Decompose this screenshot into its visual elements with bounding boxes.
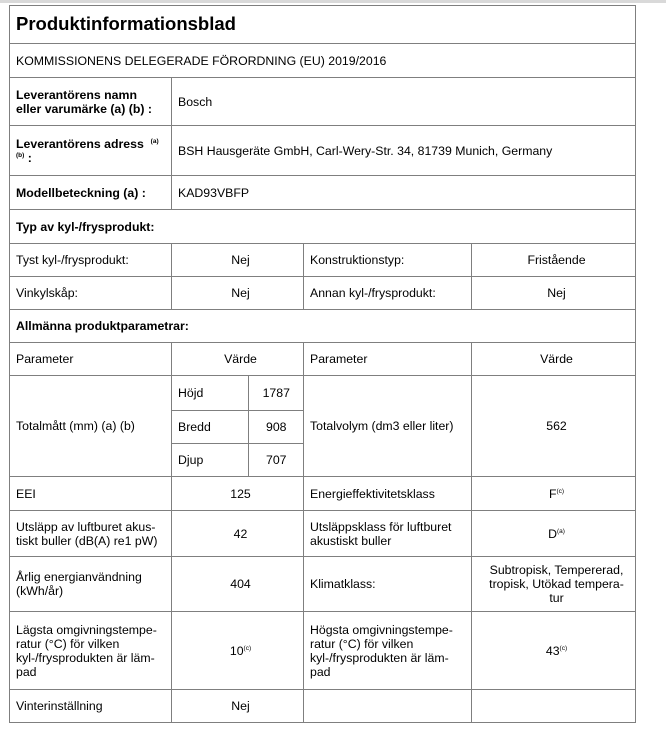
climate-class-label: Klimatklass:: [304, 557, 472, 612]
height-value: 1787: [248, 376, 304, 410]
annual-energy-label: Årlig energianvändning (kWh/år): [10, 557, 172, 612]
column-header-parameter-right: Parameter: [304, 343, 472, 376]
climate-class-value: Subtropisk, Tempererad, tropisk, Utökad tempera- tur: [472, 557, 636, 612]
dimensions-breakdown: [172, 376, 304, 477]
dimensions-label: Totalmått (mm) (a) (b): [10, 376, 172, 477]
model-label: Modellbeteckning (a) :: [10, 176, 172, 210]
depth-value: 707: [248, 443, 304, 476]
empty-cell: [304, 690, 472, 723]
model-value: KAD93VBFP: [172, 176, 636, 210]
eei-label: EEI: [10, 477, 172, 511]
total-volume-value: 562: [472, 376, 636, 477]
document-title: Produktinformationsblad: [10, 6, 636, 44]
max-ambient-temperature-label: Högsta omgivningstempe- ratur (°C) för vilken kyl-/frysprodukten är läm- pad: [304, 612, 472, 690]
energy-class-label: Energieffektivitetsklass: [304, 477, 472, 511]
min-ambient-temperature-value: 10$^{(c)}$: [172, 612, 304, 690]
eei-value: 125: [172, 477, 304, 511]
annual-energy-value: 404: [172, 557, 304, 612]
regulation-reference: KOMMISSIONENS DELEGERADE FÖRORDNING (EU) 2019/2016: [10, 44, 636, 78]
noise-emission-label: Utsläpp av luftburet akus- tiskt buller (dB(A) re1 pW): [10, 511, 172, 557]
supplier-name-label: Leverantörens namn eller varumärke (a) (b) :: [10, 78, 172, 126]
noise-class-label: Utsläppsklass för luftburet akustiskt buller: [304, 511, 472, 557]
empty-cell: [472, 690, 636, 723]
supplier-address-value: BSH Hausgeräte GmbH, Carl-Wery-Str. 34, 81739 Munich, Germany: [172, 126, 636, 176]
wine-cabinet-label: Vinkylskåp:: [10, 277, 172, 310]
total-volume-label: Totalvolym (dm3 eller liter): [304, 376, 472, 477]
min-ambient-temperature-label: Lägsta omgivningstempe- ratur (°C) för vilken kyl-/frysprodukten är läm- pad: [10, 612, 172, 690]
other-product-value: Nej: [472, 277, 636, 310]
silent-product-value: Nej: [172, 244, 304, 277]
width-value: 908: [248, 410, 304, 443]
column-header-value-left: Värde: [172, 343, 304, 376]
supplier-address-label: Leverantörens adress $^{(a)}$ $^{(b)}$ :: [10, 126, 172, 176]
noise-emission-value: 42: [172, 511, 304, 557]
supplier-name-value: Bosch: [172, 78, 636, 126]
depth-label: Djup: [178, 452, 204, 467]
column-header-value-right: Värde: [472, 343, 636, 376]
construction-type-label: Konstruktionstyp:: [304, 244, 472, 277]
other-product-label: Annan kyl-/frysprodukt:: [304, 277, 472, 310]
wine-cabinet-value: Nej: [172, 277, 304, 310]
silent-product-label: Tyst kyl-/frysprodukt:: [10, 244, 172, 277]
top-separator: [0, 0, 666, 3]
general-section-heading: Allmänna produktparametrar:: [10, 310, 636, 343]
product-information-sheet: [9, 5, 636, 723]
height-label: Höjd: [172, 376, 248, 410]
column-header-parameter-left: Parameter: [10, 343, 172, 376]
winter-setting-value: Nej: [172, 690, 304, 723]
noise-class-value: $D^{(a)}$: [472, 511, 636, 557]
construction-type-value: Fristående: [472, 244, 636, 277]
width-label: Bredd: [172, 410, 248, 443]
winter-setting-label: Vinterinställning: [10, 690, 172, 723]
type-section-heading: Typ av kyl-/frysprodukt:: [10, 210, 636, 244]
energy-class-value: $F^{(c)}$: [472, 477, 636, 511]
max-ambient-temperature-value: 43$^{(c)}$: [472, 612, 636, 690]
